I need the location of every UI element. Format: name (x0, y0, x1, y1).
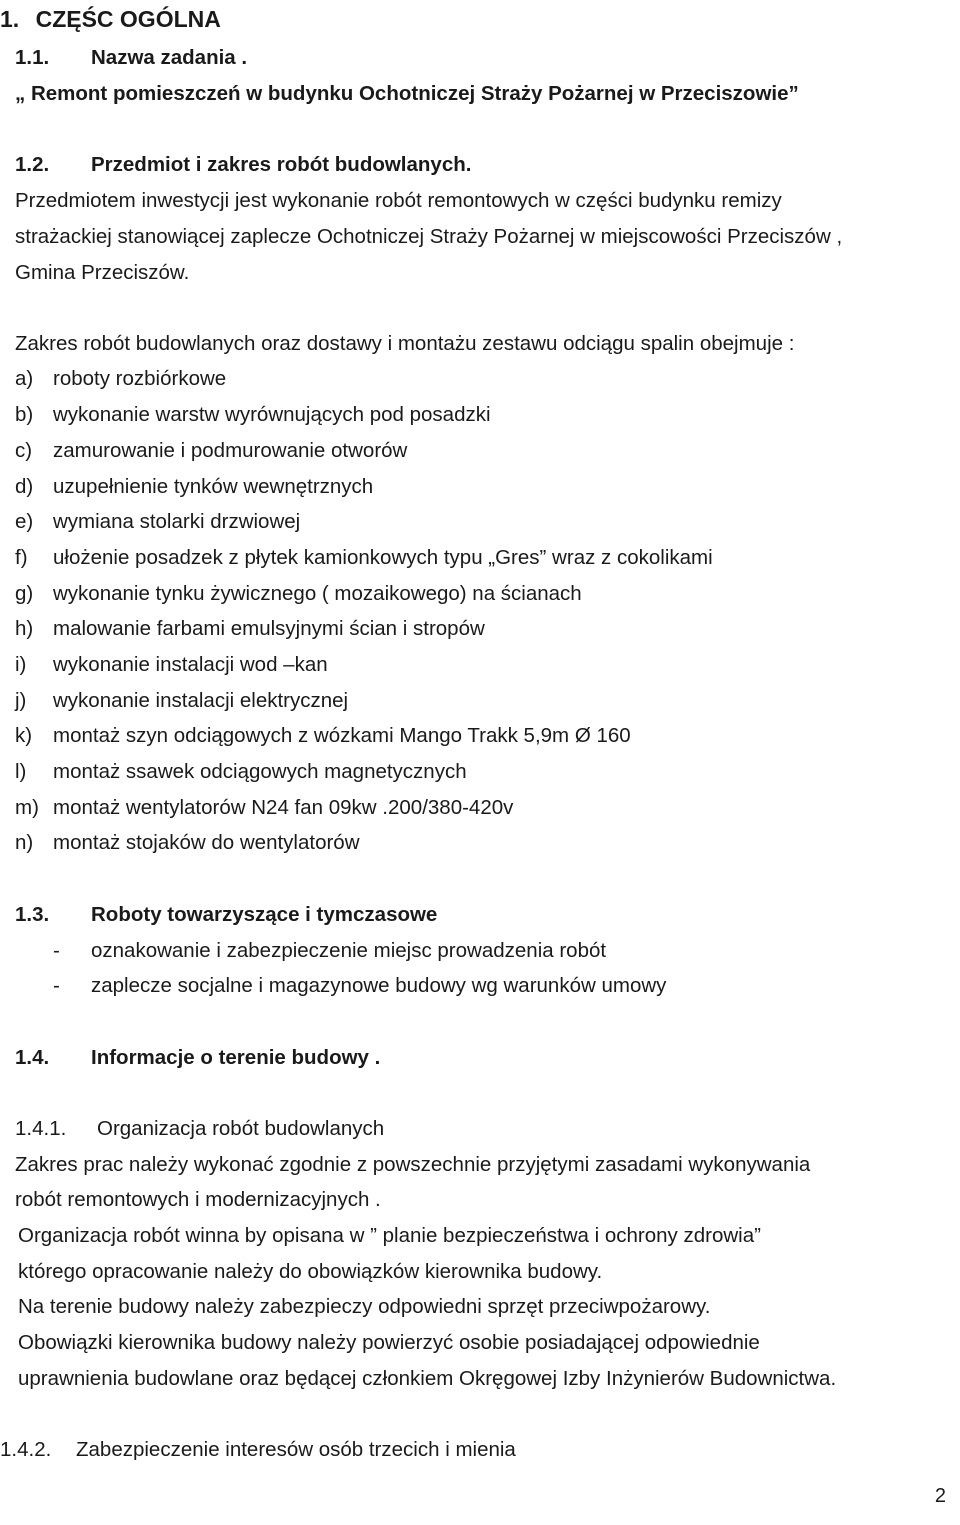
scope-item (15, 545, 713, 571)
main-heading-number: 1. (0, 6, 20, 32)
scope-item (15, 366, 226, 392)
scope-item-text: montaż ssawek odciągowych magnetycznych (53, 760, 467, 783)
scope-item (15, 616, 485, 642)
task-name: „ Remont pomieszczeń w budynku Ochotniczej Straży Pożarnej w Przeciszowie” (15, 82, 799, 105)
auxiliary-item-text: zaplecze socjalne i magazynowe budowy wg warunków umowy (91, 974, 667, 997)
scope-item-letter: m) (15, 796, 39, 819)
main-heading (0, 5, 221, 33)
scope-item-letter: b) (15, 403, 34, 426)
scope-item-letter: h) (15, 617, 34, 640)
scope-item-text: wykonanie warstw wyrównujących pod posadzki (53, 403, 491, 426)
section-1-2-line: Przedmiotem inwestycji jest wykonanie robót remontowych w części budynku remizy (15, 189, 782, 212)
scope-item (15, 438, 407, 464)
section-1-4-1-heading (15, 1116, 384, 1142)
scope-item-letter: g) (15, 582, 34, 605)
scope-item-text: montaż stojaków do wentylatorów (53, 831, 360, 854)
organization-line: uprawnienia budowlane oraz będącej członkiem Okręgowej Izby Inżynierów Budownictwa. (18, 1367, 837, 1390)
scope-item-text: uzupełnienie tynków wewnętrznych (53, 475, 374, 498)
scope-item-letter: j) (15, 689, 27, 712)
scope-item-letter: c) (15, 439, 33, 462)
section-1-1-heading (15, 45, 247, 71)
section-1-4-2-number: 1.4.2. (0, 1438, 52, 1461)
scope-intro: Zakres robót budowlanych oraz dostawy i montażu zestawu odciągu spalin obejmuje : (15, 332, 795, 355)
scope-item-text: montaż szyn odciągowych z wózkami Mango Trakk 5,9m Ø 160 (53, 724, 631, 747)
scope-item-text: wykonanie instalacji wod –kan (53, 653, 328, 676)
section-1-4-1-title: Organizacja robót budowlanych (97, 1117, 385, 1140)
section-1-2-heading (15, 152, 471, 178)
scope-item (15, 474, 373, 500)
organization-line: którego opracowanie należy do obowiązków kierownika budowy. (18, 1260, 603, 1283)
scope-item (15, 509, 300, 535)
section-1-4-number: 1.4. (15, 1046, 50, 1069)
section-1-1-title: Nazwa zadania . (91, 46, 248, 69)
scope-item-letter: n) (15, 831, 34, 854)
scope-item-letter: a) (15, 367, 34, 390)
section-1-2-line: Gmina Przeciszów. (15, 261, 190, 284)
organization-line: Zakres prac należy wykonać zgodnie z powszechnie przyjętymi zasadami wykonywania (15, 1153, 811, 1176)
section-1-4-2-title: Zabezpieczenie interesów osób trzecich i mienia (76, 1438, 516, 1461)
scope-item-letter: d) (15, 475, 34, 498)
section-1-4-2-heading (0, 1437, 516, 1463)
section-1-2-line: strażackiej stanowiącej zaplecze Ochotniczej Straży Pożarnej w miejscowości Przeciszów , (15, 225, 843, 248)
organization-line: Organizacja robót winna by opisana w ” planie bezpieczeństwa i ochrony zdrowia” (18, 1224, 761, 1247)
section-1-4-1-number: 1.4.1. (15, 1117, 67, 1140)
section-1-2-number: 1.2. (15, 153, 50, 176)
scope-item-letter: f) (15, 546, 28, 569)
auxiliary-item-text: oznakowanie i zabezpieczenie miejsc prowadzenia robót (91, 939, 607, 962)
scope-item-text: wykonanie tynku żywicznego ( mozaikowego) na ścianach (53, 582, 582, 605)
scope-item-text: wymiana stolarki drzwiowej (53, 510, 301, 533)
scope-item-text: zamurowanie i podmurowanie otworów (53, 439, 408, 462)
scope-item (15, 402, 491, 428)
section-1-1-number: 1.1. (15, 46, 50, 69)
scope-item-text: roboty rozbiórkowe (53, 367, 227, 390)
scope-item (15, 759, 467, 785)
scope-item (15, 830, 360, 856)
organization-line: Na terenie budowy należy zabezpieczy odpowiedni sprzęt przeciwpożarowy. (18, 1295, 711, 1318)
organization-line: Obowiązki kierownika budowy należy powierzyć osobie posiadającej odpowiednie (18, 1331, 760, 1354)
section-1-4-title: Informacje o terenie budowy . (91, 1046, 381, 1069)
scope-item (15, 581, 582, 607)
scope-item (15, 723, 631, 749)
section-1-3-title: Roboty towarzyszące i tymczasowe (91, 903, 438, 926)
auxiliary-item-dash: - (53, 939, 60, 962)
auxiliary-item (15, 973, 666, 999)
section-1-2-title: Przedmiot i zakres robót budowlanych. (91, 153, 472, 176)
section-1-4-heading (15, 1045, 380, 1071)
scope-item-text: wykonanie instalacji elektrycznej (53, 689, 349, 712)
scope-item-text: montaż wentylatorów N24 fan 09kw .200/380-420v (53, 796, 514, 819)
scope-item (15, 688, 348, 714)
scope-item (15, 795, 513, 821)
auxiliary-item (15, 938, 606, 964)
scope-item-text: malowanie farbami emulsyjnymi ścian i stropów (53, 617, 485, 640)
scope-item-letter: l) (15, 760, 27, 783)
auxiliary-item-dash: - (53, 974, 60, 997)
organization-line: robót remontowych i modernizacyjnych . (15, 1188, 381, 1211)
section-1-3-number: 1.3. (15, 903, 50, 926)
page-number: 2 (934, 1485, 946, 1507)
main-heading-title: CZĘŚC OGÓLNA (35, 6, 221, 32)
scope-item-letter: e) (15, 510, 34, 533)
scope-item-letter: k) (15, 724, 33, 747)
scope-item (15, 652, 328, 678)
scope-item-letter: i) (15, 653, 27, 676)
section-1-3-heading (15, 902, 437, 928)
scope-item-text: ułożenie posadzek z płytek kamionkowych typu „Gres” wraz z cokolikami (53, 546, 713, 569)
